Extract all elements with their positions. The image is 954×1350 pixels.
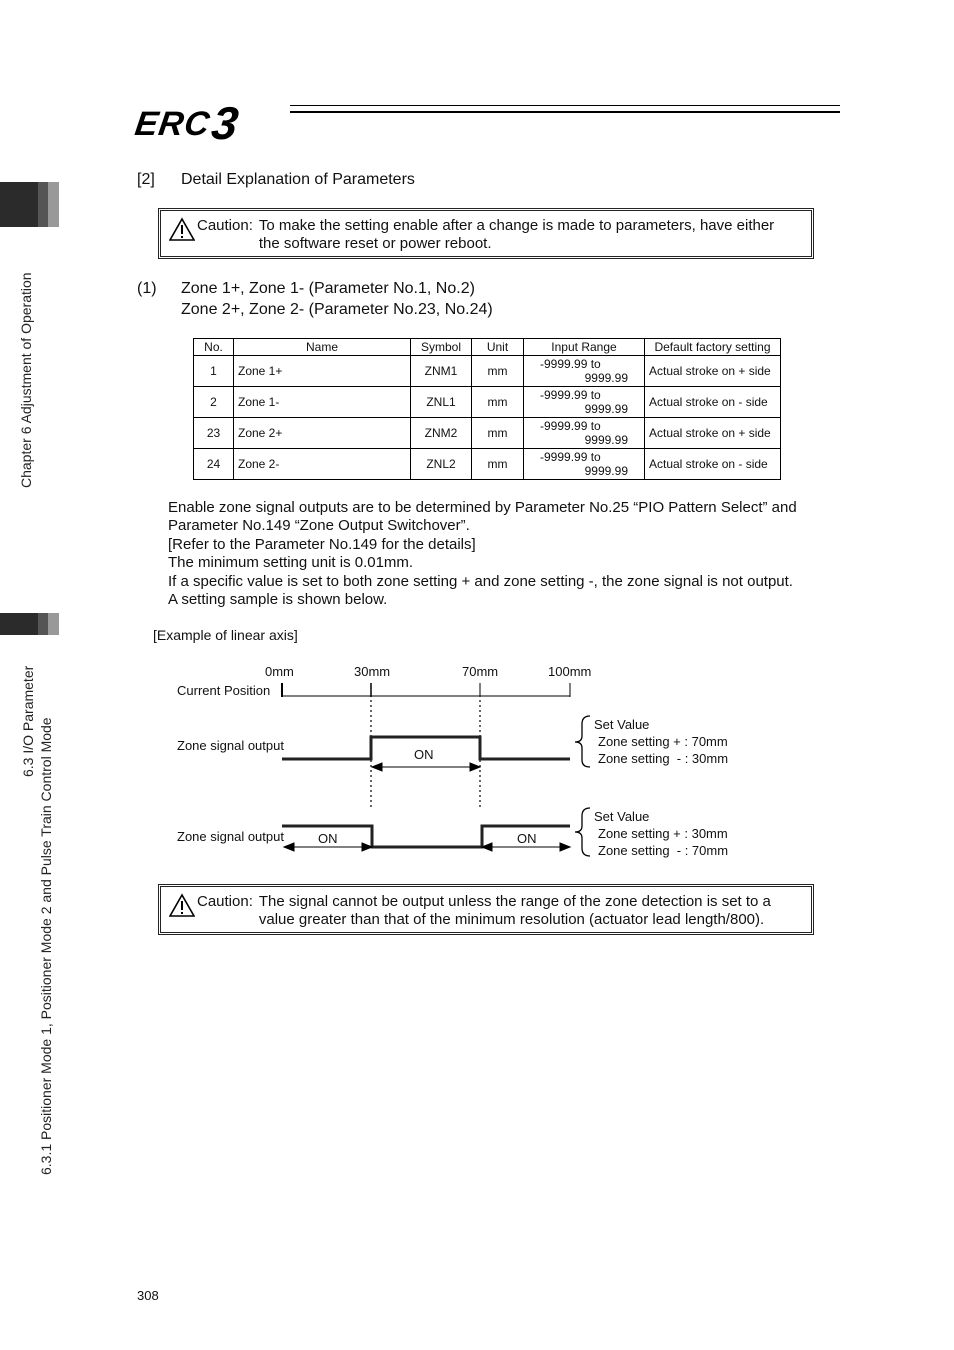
on-label-2-right: ON <box>517 831 537 846</box>
cell-symbol: ZNL1 <box>411 387 472 418</box>
caution-label: Caution: <box>197 217 253 234</box>
zone-signal-label-1: Zone signal output <box>177 738 284 753</box>
subsection-line: Zone 1+, Zone 1- (Parameter No.1, No.2) <box>181 280 475 297</box>
set-value-title-1: Set Value <box>594 717 650 732</box>
col-name: Name <box>234 339 411 356</box>
caution-label: Caution: <box>197 893 253 910</box>
subsection-line: Zone 2+, Zone 2- (Parameter No.23, No.24) <box>181 301 493 318</box>
cell-unit: mm <box>472 449 524 480</box>
brace-1 <box>575 716 590 767</box>
warning-icon <box>169 893 195 917</box>
caution-box-2 <box>158 884 814 935</box>
set-value-title-2: Set Value <box>594 809 650 824</box>
page-number: 308 <box>137 1288 159 1303</box>
on-label-1: ON <box>414 747 434 762</box>
col-unit: Unit <box>472 339 524 356</box>
tick-100mm: 100mm <box>548 664 592 679</box>
cell-name: Zone 1- <box>234 387 411 418</box>
cell-symbol: ZNL2 <box>411 449 472 480</box>
cell-name: Zone 1+ <box>234 356 411 387</box>
diagram-caption: [Example of linear axis] <box>153 627 298 643</box>
tick-30mm: 30mm <box>354 664 391 679</box>
cell-name: Zone 2+ <box>234 418 411 449</box>
body-line: The minimum setting unit is 0.01mm. <box>168 554 414 572</box>
body-line: [Refer to the Parameter No.149 for the details] <box>168 535 476 553</box>
cell-range: -9999.99 to 9999.99 <box>524 356 645 387</box>
logo-letters: ERC <box>132 105 213 143</box>
cell-range: -9999.99 to 9999.99 <box>524 449 645 480</box>
section-side-label-1: 6.3 I/O Parameter <box>20 665 36 777</box>
cell-no: 2 <box>194 387 234 418</box>
cell-symbol: ZNM2 <box>411 418 472 449</box>
tick-0mm: 0mm <box>265 664 294 679</box>
cell-unit: mm <box>472 387 524 418</box>
on-label-2-left: ON <box>318 831 338 846</box>
section-side-label-2: 6.3.1 Positioner Mode 1, Positioner Mode 2 and Pulse Train Control Mode <box>38 717 54 1175</box>
cell-unit: mm <box>472 356 524 387</box>
caution-text-line: The signal cannot be output unless the range of the zone detection is set to a <box>258 893 771 910</box>
col-no: No. <box>194 339 234 356</box>
body-line: If a specific value is set to both zone setting + and zone setting -, the zone signal is not output. <box>168 572 793 590</box>
col-input-range: Input Range <box>524 339 645 356</box>
cell-no: 1 <box>194 356 234 387</box>
body-line: A setting sample is shown below. <box>168 591 388 609</box>
current-position-label: Current Position <box>177 683 271 698</box>
zone-setting-minus-1: Zone setting - : 30mm <box>598 751 729 766</box>
col-symbol: Symbol <box>411 339 472 356</box>
col-default: Default factory setting <box>645 339 781 356</box>
cell-default: Actual stroke on + side <box>645 418 781 449</box>
body-line: Enable zone signal outputs are to be determined by Parameter No.25 “PIO Pattern Select” and <box>168 499 797 516</box>
cell-no: 23 <box>194 418 234 449</box>
cell-default: Actual stroke on + side <box>645 356 781 387</box>
section-title: Detail Explanation of Parameters <box>181 171 415 188</box>
zone-setting-plus-2: Zone setting + : 30mm <box>598 826 728 841</box>
chapter-side-label: Chapter 6 Adjustment of Operation <box>18 272 34 488</box>
logo-number: 3 <box>208 97 243 149</box>
zone-setting-minus-2: Zone setting - : 70mm <box>598 843 729 858</box>
section-number: [2] <box>137 171 155 188</box>
caution-text-line: To make the setting enable after a change is made to parameters, have either <box>258 217 775 234</box>
cell-range: -9999.99 to 9999.99 <box>524 418 645 449</box>
cell-symbol: ZNM1 <box>411 356 472 387</box>
cell-name: Zone 2- <box>234 449 411 480</box>
brace-2 <box>575 808 590 856</box>
cell-unit: mm <box>472 418 524 449</box>
signal-1-on-arrow <box>372 763 480 771</box>
cell-no: 24 <box>194 449 234 480</box>
tick-70mm: 70mm <box>462 664 499 679</box>
body-line: Parameter No.149 “Zone Output Switchover”. <box>168 517 470 535</box>
zone-signal-label-2: Zone signal output <box>177 829 284 844</box>
cell-range: -9999.99 to 9999.99 <box>524 387 645 418</box>
zone-setting-plus-1: Zone setting + : 70mm <box>598 734 728 749</box>
position-axis <box>282 683 570 697</box>
caution-text-line: the software reset or power reboot. <box>258 235 492 252</box>
caution-text-line: value greater than that of the minimum resolution (actuator lead length/800). <box>258 911 765 928</box>
cell-default: Actual stroke on - side <box>645 449 781 480</box>
subsection-number: (1) <box>137 280 157 297</box>
cell-default: Actual stroke on - side <box>645 387 781 418</box>
